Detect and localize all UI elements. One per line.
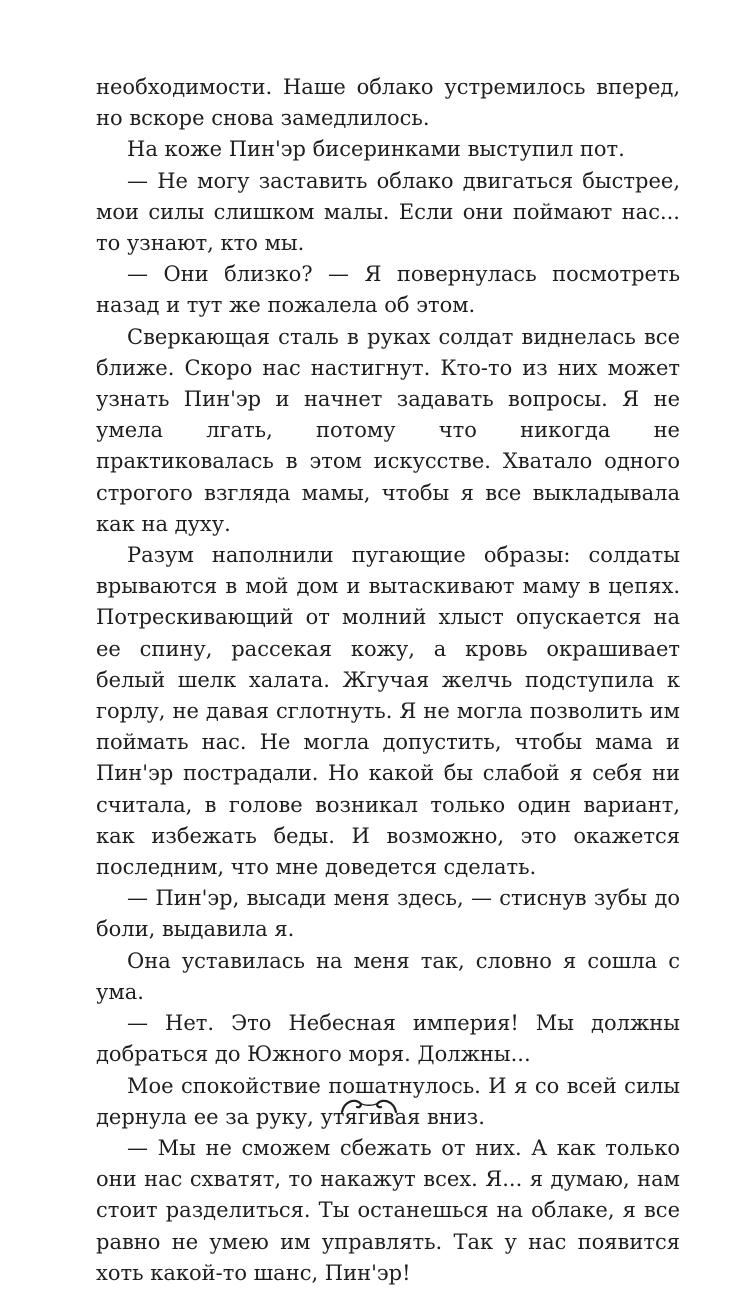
paragraph-6: Разум наполнили пугающие образы: солдаты врываются в мой дом и вытаскивают маму в цепях. Потрескивающий от молний хлыст опускается на ее спину, рассекая кожу, а кровь окрашивает белый шелк халата. Жгучая желчь подступила к горлу, не давая сглотнуть. Я не могла позволить им поймать нас. Не могла допустить, чтобы мама и Пин'эр пострадали. Но какой бы слабой я себя ни считала, в голове возникал только один вариант, как избежать беды. И возможно, это окажется последним, что мне доведется сделать. bbox=[96, 543, 680, 880]
paragraph-4: — Они близко? — Я повернулась посмотреть назад и тут же пожалела об этом. bbox=[96, 262, 680, 318]
paragraph-7: — Пин'эр, высади меня здесь, — стиснув зубы до боли, выдавила я. bbox=[96, 886, 680, 942]
paragraph-5: Сверкающая сталь в руках солдат виднелась все ближе. Скоро нас настигнут. Кто-то из них может узнать Пин'эр и начнет задавать вопросы. Я не умела лгать, потому что никогда не практиковалась в этом искусстве. Хватало одного строгого взгляда мамы, чтобы я все выкладывала как на духу. bbox=[96, 324, 680, 536]
paragraph-11: — Мы не сможем сбежать от них. А как только они нас схватят, то накажут всех. Я... я думаю, нам стоит разделиться. Ты останешься на облаке, я все равно не умею им управлять. Так у нас появится хоть какой-то шанс, Пин'эр! bbox=[96, 1135, 680, 1285]
paragraph-3: — Не могу заставить облако двигаться быстрее, мои силы слишком малы. Если они поймают нас... то узнают, кто мы. bbox=[96, 168, 680, 256]
paragraph-8: Она уставилась на меня так, словно я сошла с ума. bbox=[96, 948, 680, 1004]
paragraph-1: необходимости. Наше облако устремилось вперед, но вскоре снова замедлилось. bbox=[96, 75, 680, 131]
paragraph-10: Мое спокойствие пошатнулось. И я со всей силы дернула ее за руку, утягивая вниз. bbox=[96, 1073, 680, 1129]
paragraph-9: — Нет. Это Небесная империя! Мы должны добраться до Южного моря. Должны... bbox=[96, 1011, 680, 1067]
cloud-swirl-ornament-icon bbox=[338, 1094, 400, 1116]
paragraph-2: На коже Пин'эр бисеринками выступил пот. bbox=[127, 137, 625, 162]
